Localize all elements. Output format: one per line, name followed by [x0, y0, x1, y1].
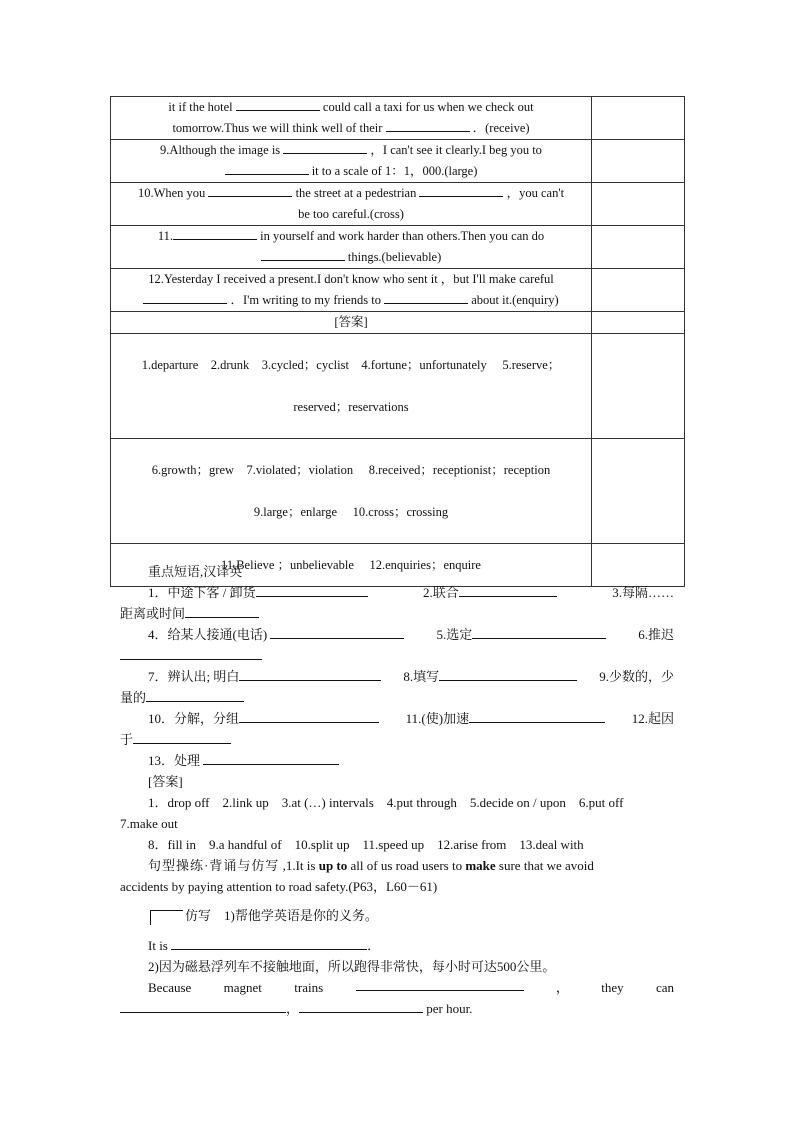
answer-blank[interactable] [133, 730, 231, 744]
phrase-item-11: 11.(使)加速 [406, 708, 605, 729]
phrase-item-8: 8.填写 [403, 666, 577, 687]
imitation-section [120, 905, 674, 1019]
answer-blank[interactable] [239, 709, 379, 723]
exercise-row [111, 183, 685, 226]
answer-blank[interactable] [120, 999, 286, 1013]
phrase-answer-header: [答案] [148, 774, 183, 789]
answer-blank[interactable] [386, 119, 470, 132]
answer-blank[interactable] [185, 604, 259, 618]
answer-row [111, 334, 685, 439]
phrase-item-7: 7．辨认出; 明白 [148, 666, 381, 687]
phrase-item-3: 3.每隔…… [612, 585, 674, 600]
answer-blank[interactable] [120, 646, 262, 660]
answer-blank[interactable] [472, 625, 606, 639]
phrase-answer-line: 8．fill in 9.a handful of 10.split up 11.speed up 12.arise from 13.deal with [148, 837, 584, 852]
answer-blank[interactable] [143, 291, 227, 304]
exercise-table [110, 96, 685, 587]
exercise-row [111, 140, 685, 183]
score-cell [592, 269, 685, 312]
phrase-item-6: 6.推迟 [638, 627, 674, 642]
task-1: 1)帮他学英语是你的义务。 [224, 908, 378, 923]
answer-blank[interactable] [171, 936, 367, 950]
answer-header: [答案] [111, 312, 592, 334]
answer-blank[interactable] [299, 999, 423, 1013]
phrase-section: 重点短语,汉译英 1．中途下客 / 卸货 2.联合 3.每隔…… 距离或时间 4．给某人接通(电话) 5.选定 6.推迟 7．辨认出; 明白 8.填写 9.少数的，少 量的 10．分解，分组 11.(使)加速 12.起因 于 13．处理 [答案] 1．drop off 2.link up 3.at (…) intervals 4.put through 5.decide on / upon 6.put off 7.make out 8．fill in 9.a handful of 10.split up 11.speed up 12.arise from 13.deal with 句型操练·背诵与仿写 ,1.It is up to all of us road users to make sure that we avoid accidents by paying attention to road safety.(P63，L60－61) [120, 561, 674, 897]
phrase-title: 重点短语,汉译英 [148, 564, 243, 579]
score-cell [592, 226, 685, 269]
task-1-answer: It is ． [148, 938, 381, 953]
task-2-answer-line2: ， per hour. [120, 998, 674, 1019]
exercise-row [111, 226, 685, 269]
exercise-sentence: it if the hotel could call a taxi for us when we check out tomorrow.Thus we will think well of their ．(receive) [111, 97, 592, 140]
score-cell [592, 97, 685, 140]
answer-blank[interactable] [146, 688, 244, 702]
phrase-item-1: 1．中途下客 / 卸货 [148, 582, 368, 603]
answer-blank[interactable] [225, 162, 309, 175]
exercise-row [111, 269, 685, 312]
phrase-item-9: 9.少数的，少 [599, 669, 674, 684]
answer-blank[interactable] [203, 751, 339, 765]
answer-blank[interactable] [256, 583, 368, 597]
phrase-answer-line: 1．drop off 2.link up 3.at (…) intervals 4.put through 5.decide on / upon 6.put off [148, 795, 624, 810]
task-2: 2)因为磁悬浮列车不接触地面，所以跑得非常快，每小时可达500公里。 [148, 959, 556, 974]
pattern-line: 句型操练·背诵与仿写 ,1.It is up to all of us road users to make sure that we avoid [148, 858, 594, 873]
phrase-item-4: 4．给某人接通(电话) [148, 624, 404, 645]
phrase-item-10: 10．分解，分组 [148, 708, 379, 729]
pattern-line: accidents by paying attention to road safety.(P63，L60－61) [120, 879, 438, 894]
bracket-mark [150, 910, 183, 925]
phrase-answer-line: 7.make out [120, 816, 178, 831]
answer-blank[interactable] [261, 248, 345, 261]
score-cell [592, 334, 685, 439]
answer-cell: 11.Believe ；unbelievable 12.enquiries；enquire [111, 544, 592, 587]
answer-blank[interactable] [356, 977, 524, 991]
answer-blank[interactable] [173, 227, 257, 240]
answer-blank[interactable] [270, 625, 404, 639]
exercise-sentence: 10.When you the street at a pedestrian ，you can't be too careful.(cross) [111, 183, 592, 226]
phrase-item-5: 5.选定 [436, 624, 606, 645]
answer-blank[interactable] [283, 141, 367, 154]
phrase-item-12: 12.起因 [631, 711, 674, 726]
phrase-item-13: 13．处理 [120, 750, 674, 771]
answer-blank[interactable] [239, 667, 381, 681]
answer-blank[interactable] [208, 184, 292, 197]
answer-blank[interactable] [236, 98, 320, 111]
answer-cell: 6.growth；grew 7.violated；violation 8.received；receptionist；reception 9.large；enlarge 10.cross；crossing [111, 439, 592, 544]
answer-blank[interactable] [384, 291, 468, 304]
exercise-sentence: 11. in yourself and work harder than others.Then you can do things.(believable) [111, 226, 592, 269]
answer-blank[interactable] [439, 667, 577, 681]
score-cell [592, 312, 685, 334]
phrase-item-2: 2.联合 [423, 582, 557, 603]
answer-blank[interactable] [419, 184, 503, 197]
answer-cell: 1.departure 2.drunk 3.cycled；cyclist 4.fortune；unfortunately 5.reserve； reserved；reservations [111, 334, 592, 439]
answer-blank[interactable] [469, 709, 605, 723]
pattern-heading: 句型操练·背诵与仿写 [148, 858, 280, 873]
answer-header-row [111, 312, 685, 334]
score-cell [592, 439, 685, 544]
exercise-sentence: 9.Although the image is ，I can't see it clearly.I beg you to it to a scale of 1：1，000.(large) [111, 140, 592, 183]
exercise-sentence: 12.Yesterday I received a present.I don't know who sent it ，but I'll make careful ．I'm writing to my friends to about it.(enquiry) [111, 269, 592, 312]
task-2-answer-line1: Because magnet trains ， they can [120, 977, 674, 998]
score-cell [592, 183, 685, 226]
exercise-row [111, 97, 685, 140]
score-cell [592, 140, 685, 183]
imitate-label: 仿写 [185, 908, 212, 923]
answer-blank[interactable] [459, 583, 557, 597]
answer-row [111, 439, 685, 544]
